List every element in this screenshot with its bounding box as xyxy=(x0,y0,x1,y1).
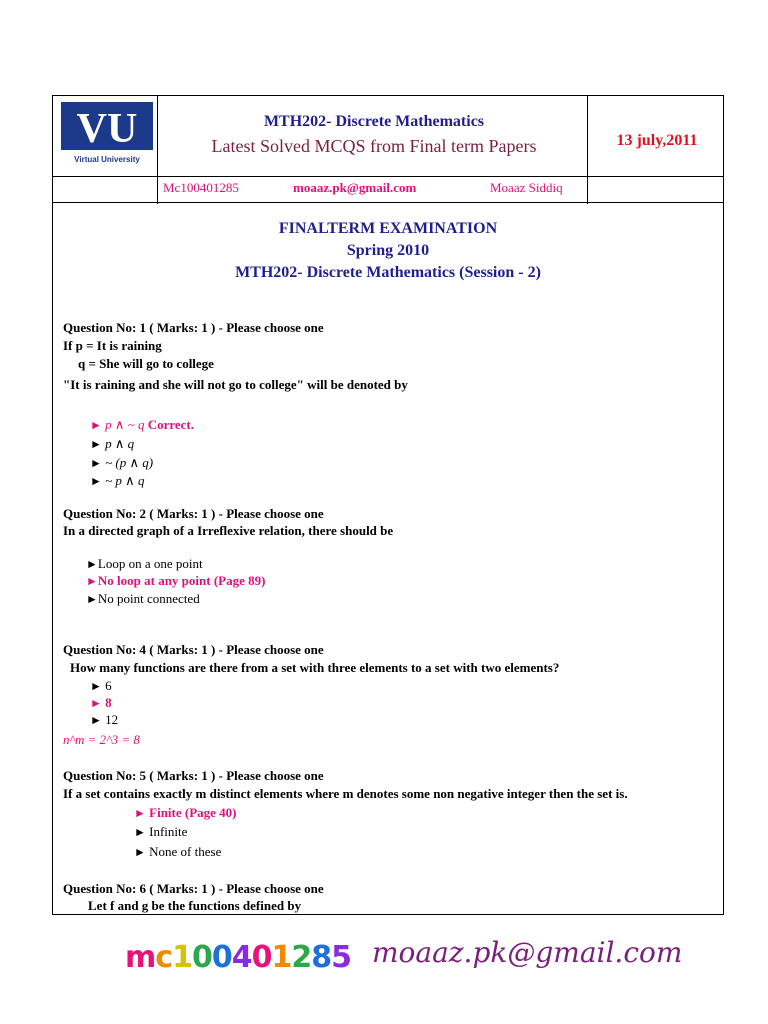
footer-id: mc100401285 xyxy=(125,940,351,975)
triangle-icon: ► xyxy=(90,456,102,470)
triangle-icon: ► xyxy=(90,679,102,693)
svg-text:Virtual University: Virtual University xyxy=(74,155,140,164)
footer-email[interactable]: moaaz.pk@gmail.com xyxy=(372,936,683,969)
option-correct: ► 8 xyxy=(90,695,112,710)
exam-term: Spring 2010 xyxy=(346,242,430,259)
option: ► ~ (p ∧ q) xyxy=(90,455,154,470)
question-header: Question No: 5 ( Marks: 1 ) - Please choose one xyxy=(63,768,324,783)
question-header: Question No: 2 ( Marks: 1 ) - Please choose one xyxy=(63,506,324,521)
option: ► 6 xyxy=(90,678,112,693)
header-table xyxy=(52,95,724,203)
vu-logo xyxy=(61,102,153,168)
triangle-icon: ► xyxy=(90,418,102,432)
option: ► Infinite xyxy=(134,824,188,839)
option: ► None of these xyxy=(134,844,222,859)
divider xyxy=(157,96,158,204)
option-correct: ► p ∧ ~ q Correct. xyxy=(90,417,195,432)
svg-text:VU: VU xyxy=(76,106,138,152)
exam-course: MTH202- Discrete Mathematics (Session - 2) xyxy=(235,264,541,281)
author-name: Moaaz Siddiq xyxy=(490,180,563,195)
question-text: In a directed graph of a Irreflexive relation, there should be xyxy=(63,523,394,538)
option: ► p ∧ q xyxy=(90,436,135,451)
option-correct: ► Finite (Page 40) xyxy=(134,805,237,820)
date: 13 july,2011 xyxy=(616,132,698,149)
question-text: "It is raining and she will not go to college" will be denoted by xyxy=(63,377,408,392)
triangle-icon: ► xyxy=(90,474,102,488)
subtitle: Latest Solved MCQS from Final term Papers xyxy=(211,136,537,156)
formula-note: n^m = 2^3 = 8 xyxy=(63,732,140,747)
student-id: Mc100401285 xyxy=(163,180,239,195)
option-correct: ►No loop at any point (Page 89) xyxy=(86,573,266,588)
triangle-icon: ► xyxy=(90,437,102,451)
question-text: How many functions are there from a set with three elements to a set with two elements? xyxy=(70,660,560,675)
triangle-icon: ► xyxy=(90,713,102,727)
triangle-icon: ► xyxy=(134,825,146,839)
triangle-icon: ► xyxy=(86,574,98,588)
triangle-icon: ► xyxy=(86,557,98,571)
option: ► ~ p ∧ q xyxy=(90,473,145,488)
option: ►No point connected xyxy=(86,591,200,606)
question-header: Question No: 1 ( Marks: 1 ) - Please choose one xyxy=(63,320,324,335)
question-header: Question No: 6 ( Marks: 1 ) - Please choose one xyxy=(63,881,324,896)
triangle-icon: ► xyxy=(134,806,146,820)
email[interactable]: moaaz.pk@gmail.com xyxy=(293,180,417,195)
option: ► 12 xyxy=(90,712,119,727)
triangle-icon: ► xyxy=(90,696,102,710)
option: ►Loop on a one point xyxy=(86,556,203,571)
exam-title: FINALTERM EXAMINATION xyxy=(278,220,498,237)
divider xyxy=(53,176,723,177)
question-text: Let f and g be the functions defined by xyxy=(88,898,302,913)
question-text: If a set contains exactly m distinct elements where m denotes some non negative integer then the set is. xyxy=(63,786,628,801)
question-text: If p = It is raining xyxy=(63,338,162,353)
question-header: Question No: 4 ( Marks: 1 ) - Please choose one xyxy=(63,642,324,657)
question-text: q = She will go to college xyxy=(78,356,214,371)
triangle-icon: ► xyxy=(86,592,98,606)
divider xyxy=(587,96,588,176)
triangle-icon: ► xyxy=(134,845,146,859)
divider xyxy=(587,176,588,204)
course-title: MTH202- Discrete Mathematics xyxy=(263,113,485,130)
